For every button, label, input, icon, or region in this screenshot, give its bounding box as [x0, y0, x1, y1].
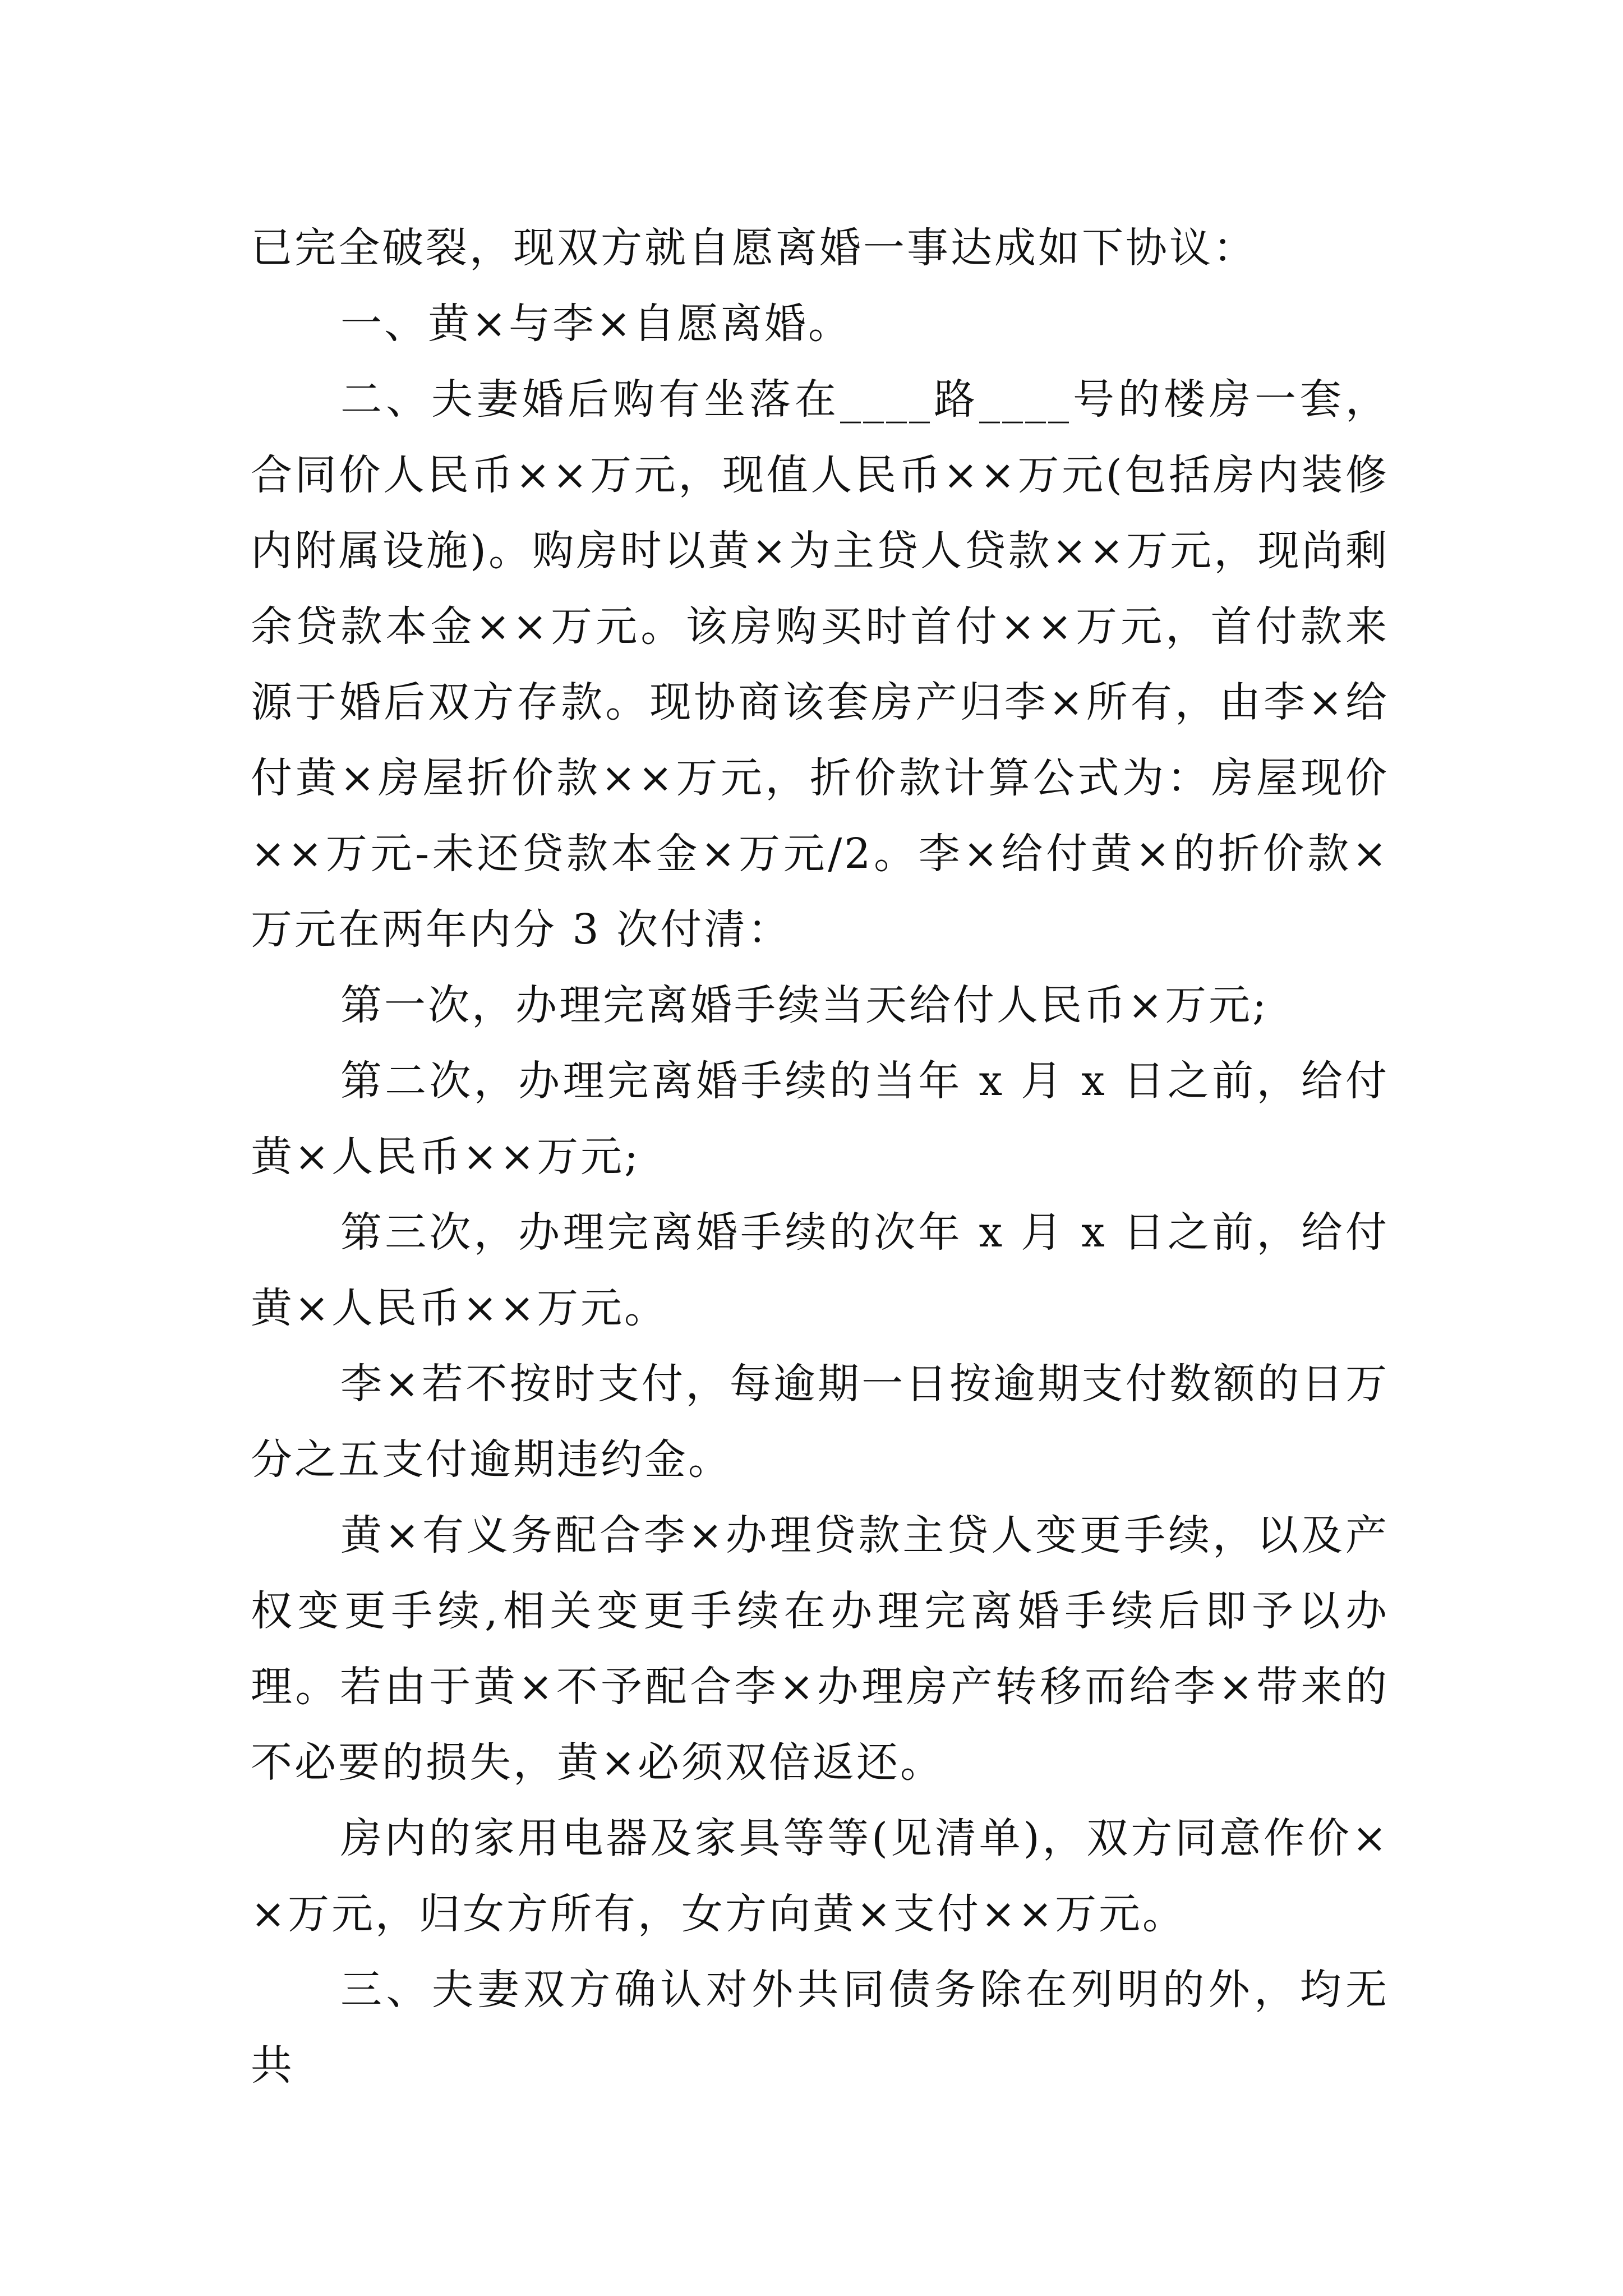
late-penalty: 李×若不按时支付，每逾期一日按逾期支付数额的日万分之五支付逾期违约金。 [251, 1360, 1389, 1484]
payment-second: 第二次，办理完离婚手续的当年 x 月 x 日之前，给付黄×人民币××万元; [251, 1057, 1389, 1181]
document-body [251, 210, 1389, 2104]
clause-3-debts: 三、夫妻双方确认对外共同债务除在列明的外，均无共 [251, 1966, 1389, 2090]
appliances-furniture: 房内的家用电器及家具等等(见清单)，双方同意作价××万元，归女方所有，女方向黄×支付××万元。 [251, 1814, 1389, 1938]
clause-2-property: 二、夫妻婚后购有坐落在____路____号的楼房一套，合同价人民币××万元，现值人民币××万元(包括房内装修内附属设施)。购房时以黄×为主贷人贷款××万元，现尚剩余贷款本金××万元。该房购买时首付××万元，首付款来源于婚后双方存款。现协商该套房产归李×所有，由李×给付黄×房屋折价款××万元，折价款计算公式为：房屋现价××万元-未还贷款本金×万元/2。李×给付黄×的折价款×万元在两年内分 3 次付清： [251, 375, 1389, 954]
paragraph-continuation: 已完全破裂，现双方就自愿离婚一事达成如下协议： [251, 224, 1257, 272]
transfer-obligation: 黄×有义务配合李×办理贷款主贷人变更手续，以及产权变更手续,相关变更手续在办理完离婚手续后即予以办理。若由于黄×不予配合李×办理房产转移而给李×带来的不必要的损失，黄×必须双倍返还。 [251, 1511, 1389, 1787]
clause-1: 一、黄×与李×自愿离婚。 [340, 300, 852, 348]
payment-first: 第一次，办理完离婚手续当天给付人民币×万元; [340, 981, 1269, 1029]
payment-third: 第三次，办理完离婚手续的次年 x 月 x 日之前，给付黄×人民币××万元。 [251, 1208, 1389, 1332]
